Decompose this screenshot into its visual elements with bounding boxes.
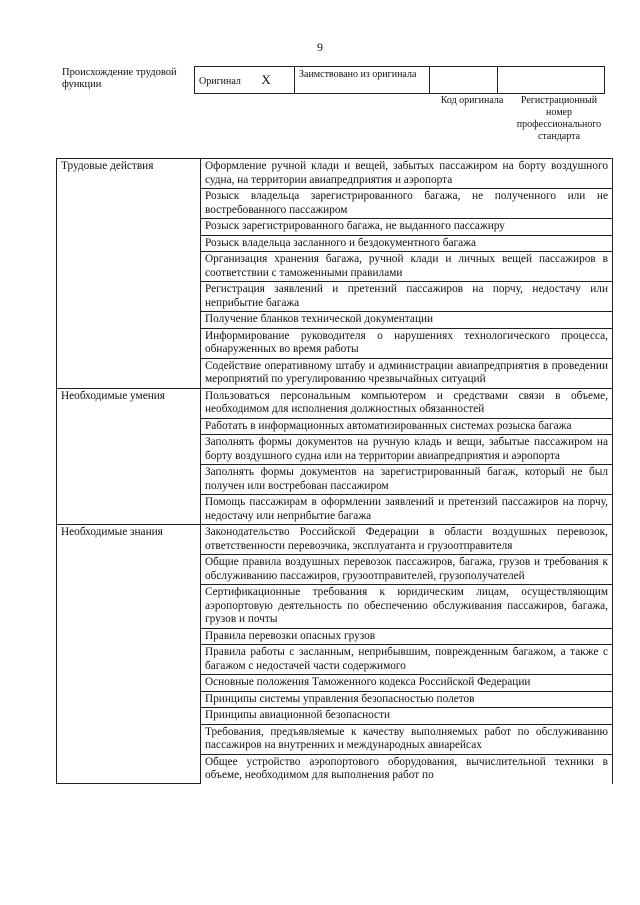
original-mark: X xyxy=(261,71,271,87)
section-item: Информирование руководителя о нарушениях технологического процесса, обнаруженных во время работы xyxy=(201,328,613,358)
section-item: Розыск владельца засланного и бездокументного багажа xyxy=(201,235,613,252)
section-item: Требования, предъявляемые к качеству выполняемых работ по обслуживанию пассажиров на внутренних и международных авиарейсах xyxy=(201,724,613,754)
section-title: Необходимые умения xyxy=(57,388,201,525)
section-item: Организация хранения багажа, ручной клади и личных вещей пассажиров в соответствии с таможенными правилами xyxy=(201,252,613,282)
section-item: Принципы системы управления безопасностью полетов xyxy=(201,691,613,708)
borrowed-cell: Заимствовано из оригинала xyxy=(295,67,430,94)
code-cell xyxy=(430,67,498,94)
table-row xyxy=(57,525,613,555)
origin-table xyxy=(194,66,605,94)
section-item: Принципы авиационной безопасности xyxy=(201,708,613,725)
section-item: Получение бланков технической документации xyxy=(201,312,613,329)
reg-number-caption: Регистрационный номер профессионального стандарта xyxy=(516,95,602,142)
page-number: 9 xyxy=(317,40,323,54)
section-item: Сертификационные требования к юридическим лицам, осуществляющим аэропортовую деятельность по обеспечению обслуживания пассажиров, багажа, грузов и почты xyxy=(201,585,613,629)
original-cell xyxy=(195,67,295,94)
code-caption: Код оригинала xyxy=(440,95,504,106)
section-item: Розыск владельца зарегистрированного багажа, не полученного или не востребованного пассажиром xyxy=(201,189,613,219)
reg-number-cell xyxy=(498,67,605,94)
section-item: Работать в информационных автоматизированных системах розыска багажа xyxy=(201,418,613,435)
section-item: Правила перевозки опасных грузов xyxy=(201,628,613,645)
section-item: Помощь пассажирам в оформлении заявлений и претензий пассажиров на порчу, недостачу или неприбытие багажа xyxy=(201,495,613,525)
section-item: Регистрация заявлений и претензий пассажиров на порчу, недостачу или неприбытие багажа xyxy=(201,282,613,312)
section-item: Заполнять формы документов на ручную кладь и вещи, забытые пассажиром на борту воздушного судна или на территории авиапредприятия и аэропорта xyxy=(201,435,613,465)
section-item: Основные положения Таможенного кодекса Российской Федерации xyxy=(201,675,613,692)
section-item: Содействие оперативному штабу и администрации авиапредприятия в проведении мероприятий по урегулированию чрезвычайных ситуаций xyxy=(201,358,613,388)
section-item: Правила работы с засланным, неприбывшим, поврежденным багажом, а также с багажом с недостачей части содержимого xyxy=(201,645,613,675)
section-item: Пользоваться персональным компьютером и средствами связи в объеме, необходимом для исполнения должностных обязанностей xyxy=(201,388,613,418)
section-item: Общие правила воздушных перевозок пассажиров, багажа, грузов и требования к обслуживанию пассажиров, грузоотправителей, грузополучателей xyxy=(201,555,613,585)
section-item: Розыск зарегистрированного багажа, не выданного пассажиру xyxy=(201,219,613,236)
table-row xyxy=(57,159,613,189)
section-title: Необходимые знания xyxy=(57,525,201,784)
section-item: Законодательство Российской Федерации в области воздушных перевозок, ответственности перевозчика, эксплуатанта и грузоотправителя xyxy=(201,525,613,555)
section-title: Трудовые действия xyxy=(57,159,201,389)
table-row xyxy=(57,388,613,418)
section-item: Оформление ручной клади и вещей, забытых пассажиром на борту воздушного судна, на территории авиапредприятия и аэропорта xyxy=(201,159,613,189)
original-label: Оригинал xyxy=(199,75,241,87)
section-item: Общее устройство аэропортового оборудования, вычислительной техники в объеме, необходимом для выполнения работ по xyxy=(201,754,613,784)
function-table xyxy=(56,158,613,784)
origin-label: Происхождение трудовой функции xyxy=(62,67,177,90)
section-item: Заполнять формы документов на зарегистрированный багаж, который не был получен или востребован пассажиром xyxy=(201,465,613,495)
